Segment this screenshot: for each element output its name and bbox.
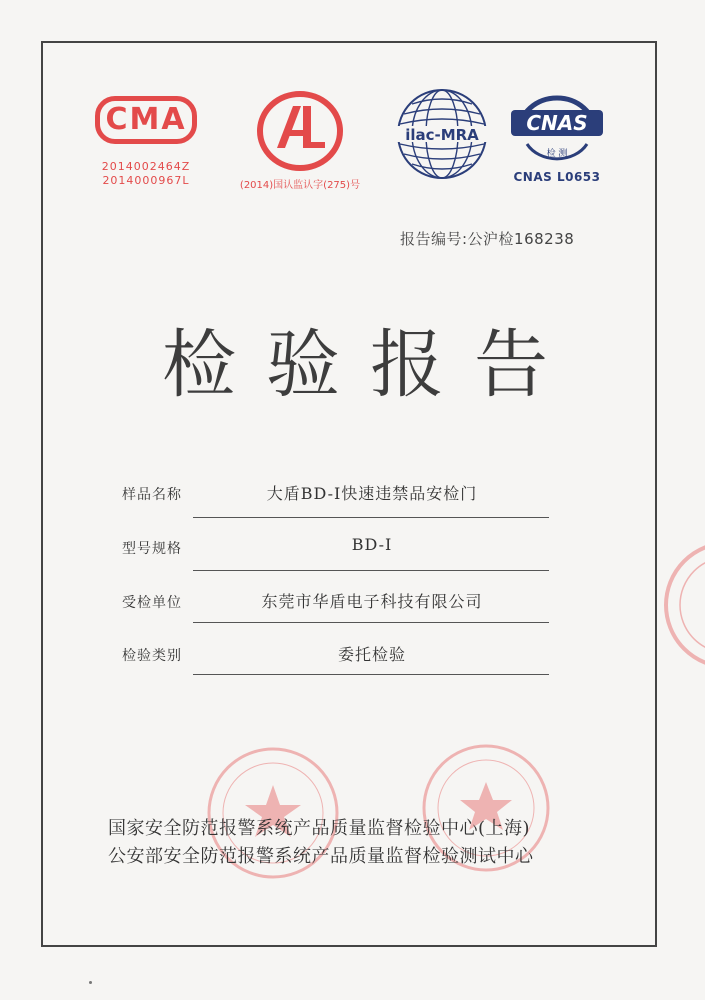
red-seal-edge-icon bbox=[662, 540, 705, 670]
cal-seal-icon bbox=[255, 90, 345, 172]
field-label-sample-name: 样品名称 bbox=[122, 487, 182, 503]
page-title: 检验报告 bbox=[162, 322, 578, 408]
field-label-model: 型号规格 bbox=[122, 541, 182, 557]
cnas-code: CNAS L0653 bbox=[513, 170, 601, 184]
cnas-mark: CNAS bbox=[526, 111, 588, 135]
cal-logo bbox=[235, 90, 365, 191]
issuer-line-1: 国家安全防范报警系统产品质量监督检验中心(上海) bbox=[108, 818, 531, 839]
field-label-inspection-type: 检验类别 bbox=[122, 648, 182, 664]
cma-code-1: 2014002464Z bbox=[101, 160, 191, 173]
ilac-mark: ilac-MRA bbox=[405, 126, 479, 144]
report-number: 报告编号:公沪检168238 bbox=[400, 230, 575, 248]
issuer-line-2: 公安部安全防范报警系统产品质量监督检验测试中心 bbox=[108, 846, 534, 867]
field-value-inspection-type: 委托检验 bbox=[337, 645, 406, 664]
field-underline bbox=[193, 622, 549, 623]
field-label-inspected-unit: 受检单位 bbox=[122, 595, 182, 611]
cnas-logo bbox=[505, 88, 609, 184]
field-value-model: BD-Ⅰ bbox=[351, 535, 393, 554]
cma-code-2: 2014000967L bbox=[102, 174, 190, 187]
speck bbox=[89, 981, 92, 984]
field-underline bbox=[193, 570, 549, 571]
ilac-globe-icon bbox=[390, 86, 494, 182]
field-underline bbox=[193, 674, 549, 675]
field-value-sample-name: 大盾BD-Ⅰ快速违禁品安检门 bbox=[266, 484, 478, 503]
cnas-sub: 检 测 bbox=[546, 149, 568, 159]
cma-logo bbox=[90, 96, 202, 188]
field-underline bbox=[193, 517, 549, 518]
field-value-inspected-unit: 东莞市华盾电子科技有限公司 bbox=[261, 592, 483, 611]
cnas-seal-icon bbox=[505, 88, 609, 168]
ilac-mra-logo bbox=[387, 86, 497, 186]
cal-caption: (2014)国认监认字(275)号 bbox=[239, 180, 361, 191]
cma-mark: CMA bbox=[95, 96, 197, 144]
